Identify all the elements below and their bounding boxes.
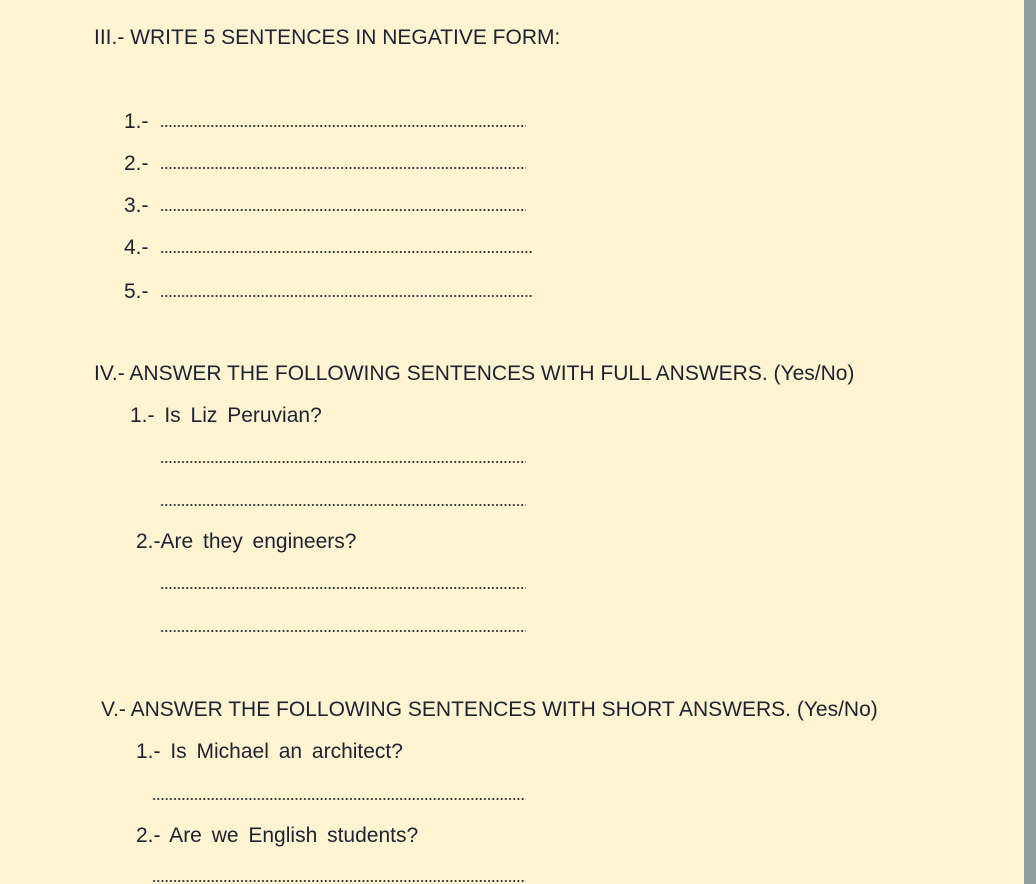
negative-item-5-line[interactable] [160,294,532,298]
short-answer-2-line[interactable] [152,879,526,883]
negative-item-4-label: 4.- [124,236,149,259]
full-answer-question-2: 2.-Are they engineers? [136,530,357,553]
negative-item-3-label: 3.- [124,194,149,217]
negative-item-4-line[interactable] [160,250,532,254]
section-5-title: V.- ANSWER THE FOLLOWING SENTENCES WITH SHORT ANSWERS. (Yes/No) [101,698,878,721]
full-answer-1-line-2[interactable] [160,503,526,507]
negative-item-2-label: 2.- [124,152,149,175]
section-4-title: IV.- ANSWER THE FOLLOWING SENTENCES WITH FULL ANSWERS. (Yes/No) [94,362,855,385]
section-3-title: III.- WRITE 5 SENTENCES IN NEGATIVE FORM: [94,26,561,49]
full-answer-2-line-1[interactable] [160,586,526,590]
negative-item-2-line[interactable] [160,166,526,170]
page-edge-divider [1024,0,1036,884]
short-answer-1-line[interactable] [152,797,526,801]
full-answer-2-line-2[interactable] [160,629,526,633]
full-answer-question-1: 1.- Is Liz Peruvian? [130,404,322,427]
negative-item-1-line[interactable] [160,124,526,128]
negative-item-1-label: 1.- [124,110,149,133]
negative-item-5-label: 5.- [124,280,149,303]
full-answer-1-line-1[interactable] [160,460,526,464]
negative-item-3-line[interactable] [160,208,526,212]
short-answer-question-1: 1.- Is Michael an architect? [136,740,403,763]
short-answer-question-2: 2.- Are we English students? [136,824,419,847]
